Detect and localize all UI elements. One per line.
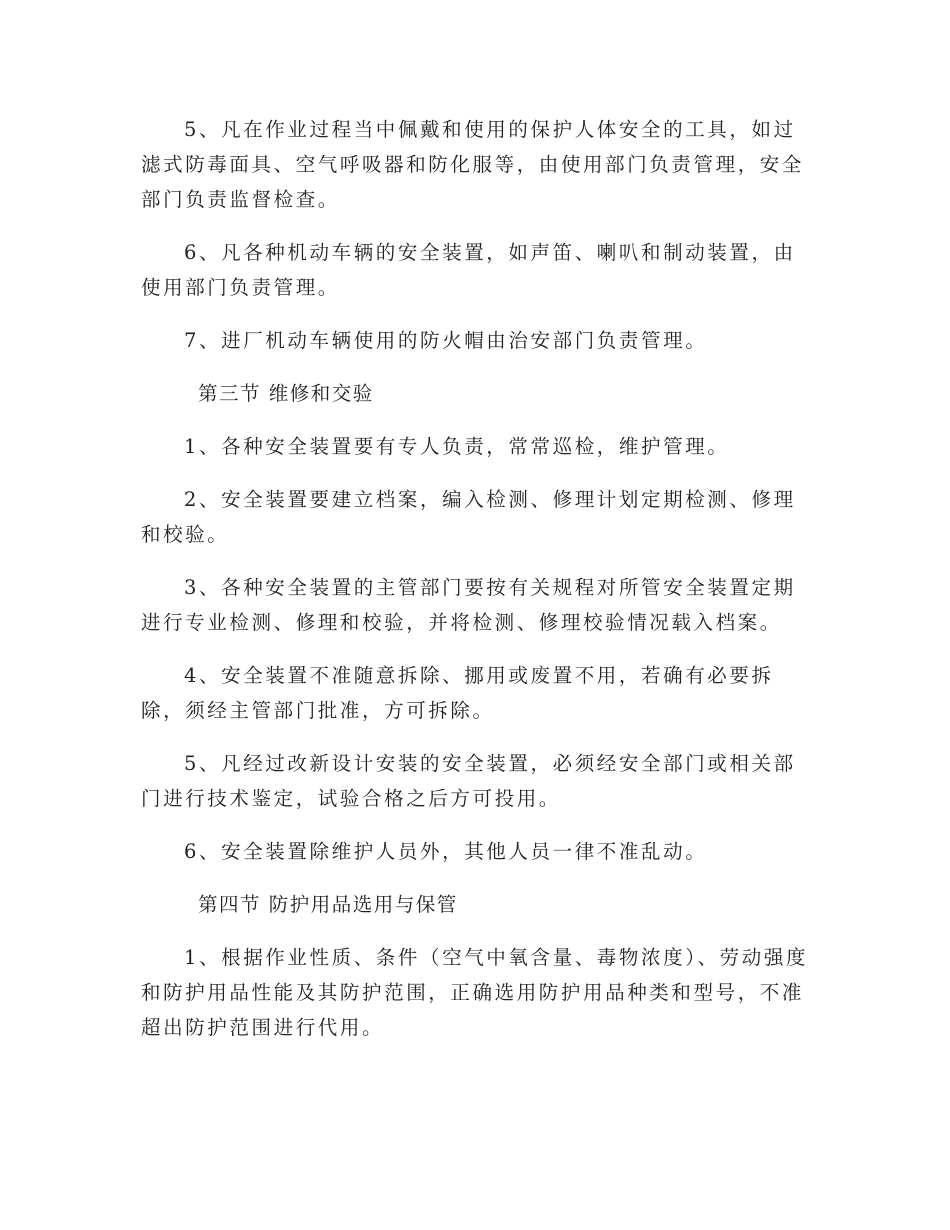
document-body bbox=[141, 112, 811, 1063]
paragraph-maintenance-6: 6、安全装置除维护人员外，其他人员一律不准乱动。 bbox=[184, 840, 708, 863]
paragraph-maintenance-5: 5、凡经过改新设计安装的安全装置，必须经安全部门或相关部门进行技术鉴定，试验合格之后方可投用。 bbox=[141, 752, 796, 810]
paragraph-7-fire-caps: 7、进厂机动车辆使用的防火帽由治安部门负责管理。 bbox=[184, 329, 708, 352]
paragraph-maintenance-4: 4、安全装置不准随意拆除、挪用或废置不用，若确有必要拆除，须经主管部门批准，方可拆除。 bbox=[141, 664, 774, 722]
section-heading-4: 第四节 防护用品选用与保管 bbox=[198, 893, 458, 916]
paragraph-6-vehicle-safety: 6、凡各种机动车辆的安全装置，如声笛、喇叭和制动装置，由使用部门负责管理。 bbox=[141, 241, 796, 299]
paragraph-maintenance-3: 3、各种安全装置的主管部门要按有关规程对所管安全装置定期进行专业检测、修理和校验，并将检测、修理校验情况载入档案。 bbox=[141, 576, 796, 634]
paragraph-ppe-selection-1: 1、根据作业性质、条件（空气中氧含量、毒物浓度）、劳动强度和防护用品性能及其防护范围，正确选用防护用品种类和型号，不准超出防护范围进行代用。 bbox=[141, 946, 809, 1039]
paragraph-5-protective-tools: 5、凡在作业过程当中佩戴和使用的保护人体安全的工具，如过滤式防毒面具、空气呼吸器和防化服等，由使用部门负责管理，安全部门负责监督检查。 bbox=[141, 118, 805, 211]
section-heading-3: 第三节 维修和交验 bbox=[198, 382, 374, 405]
paragraph-maintenance-2: 2、安全装置要建立档案，编入检测、修理计划定期检测、修理和校验。 bbox=[141, 488, 796, 546]
paragraph-maintenance-1: 1、各种安全装置要有专人负责，常常巡检，维护管理。 bbox=[184, 435, 730, 458]
